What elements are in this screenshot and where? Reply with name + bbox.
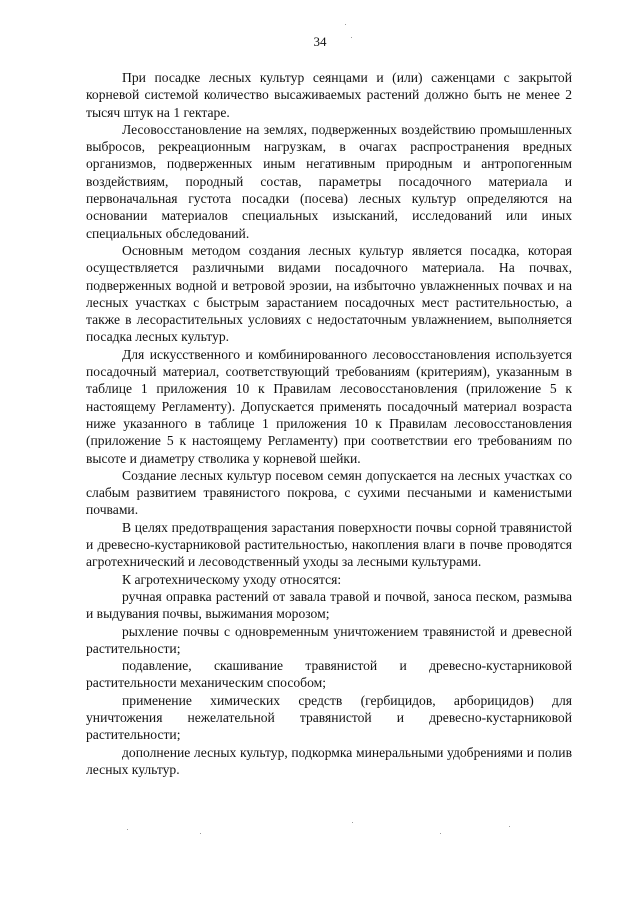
- scan-speck: [509, 826, 510, 827]
- paragraph-care-list-intro: К агротехническому уходу относятся:: [122, 571, 342, 587]
- paragraph-planting-method: Основным методом создания лесных культур является посадка, которая осуществляется различными видами посадочного материала. На почвах, подверженных водной и ветровой эрозии, на избыточно увлажненных почвах и на лесных участках с быстрым зарастанием посадочных мест растительностью, а также в лесорастительных условиях с недостаточным увлажнением, выполняется посадка лесных культур.: [86, 242, 572, 345]
- list-item-chemical-treatment: применение химических средств (гербицидов, арборицидов) для уничтожения нежелательной травянистой и древесно-кустарниковой растительности;: [86, 692, 572, 743]
- list-item-mechanical-suppression: подавление, скашивание травянистой и древесно-кустарниковой растительности механическим способом;: [86, 658, 572, 691]
- list-item-manual-adjustment: ручная оправка растений от завала травой и почвой, заноса песком, размыва и выдувания почвы, выжимания морозом;: [86, 588, 572, 622]
- paragraph-care-purpose: В целях предотвращения зарастания поверхности почвы сорной травянистой и древесно-кустарниковой растительностью, накопления влаги в почве проводятся агротехнический и лесоводственный уходы за лесными культурами.: [86, 519, 572, 570]
- scan-speck: [345, 24, 346, 25]
- document-body: [86, 69, 572, 778]
- paragraph-planting-material: Для искусственного и комбинированного лесовосстановления используется посадочный материал, соответствующий требованиям (критериям), указанным в таблице 1 приложения 10 к Правилам лесовосстановления (приложение 5 к настоящему Регламенту). Допускается применять посадочный материал возраста ниже указанного в таблице 1 приложения 10 к Правилам лесовосстановления (приложение 5 к настоящему Регламенту) при соответствии его требованиям по высоте и диаметру стволика у корневой шейки.: [86, 346, 572, 466]
- paragraph-seedling-density: При посадке лесных культур сеянцами и (или) саженцами с закрытой корневой системой количество высаживаемых растений должно быть не менее 2 тысяч штук на 1 гектаре.: [86, 70, 572, 120]
- list-item-supplementing: дополнение лесных культур, подкормка минеральными удобрениями и полив лесных культур.: [86, 744, 572, 777]
- paragraph-reforestation-conditions: Лесовосстановление на землях, подверженных воздействию промышленных выбросов, рекреационным нагрузкам, в очагах распространения вредных организмов, подверженных иным негативным природным и антропогенным воздействиям, породный состав, параметры посадочного материала и первоначальная густота посадки (посева) лесных культур определяются на основании материалов специальных изысканий, исследований или иных специальных обследований.: [86, 121, 572, 241]
- paragraph-seeding: Создание лесных культур посевом семян допускается на лесных участках со слабым развитием травянистого покрова, с сухими песчаными и каменистыми почвами.: [86, 467, 572, 518]
- list-item-soil-loosening: рыхление почвы с одновременным уничтожением травянистой и древесной растительности;: [86, 623, 572, 656]
- scan-speck: [351, 37, 352, 38]
- scan-speck: [440, 833, 441, 834]
- page-number: 34: [313, 34, 327, 49]
- scan-speck: [352, 822, 353, 823]
- scan-speck: [200, 833, 201, 834]
- scan-speck: [127, 829, 128, 830]
